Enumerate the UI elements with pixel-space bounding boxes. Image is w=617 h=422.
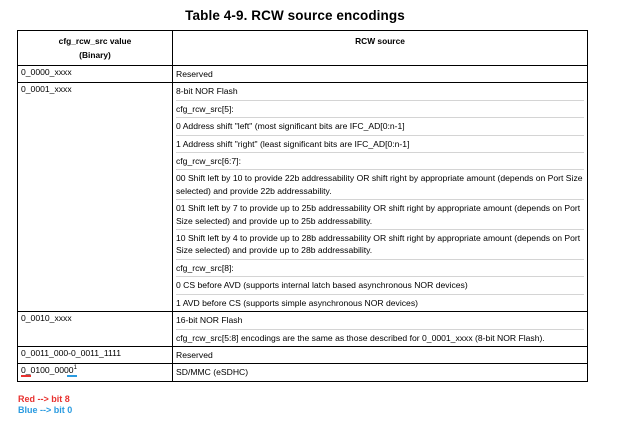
description-paragraph: 1 Address shift "right" (least significant bits are IFC_AD[0:n-1]: [176, 135, 584, 152]
description-paragraph: Reserved: [176, 69, 213, 79]
footnote-marker: 1: [73, 365, 77, 372]
row-value: 0_0000_xxxx: [18, 66, 173, 83]
description-paragraph: cfg_rcw_src[6:7]:: [176, 152, 584, 169]
rcw-source-encodings-table: [17, 30, 588, 382]
description-paragraph: 16-bit NOR Flash: [176, 315, 243, 326]
table-row: [18, 364, 588, 381]
row-description: [173, 364, 588, 381]
table-title: Table 4-9. RCW source encodings: [185, 8, 405, 23]
header-col1-line2: (Binary): [79, 50, 111, 60]
sd-mmc-value-with-bit-markers: [21, 364, 77, 376]
description-paragraph: SD/MMC (eSDHC): [176, 367, 249, 378]
description-paragraph: cfg_rcw_src[5]:: [176, 100, 584, 117]
row-description: [173, 312, 588, 347]
bit0-blue-underline: [67, 375, 77, 377]
bit8-red-underline: [21, 375, 31, 377]
row-description: [173, 66, 588, 83]
description-paragraph: 10 Shift left by 4 to provide up to 28b addressability OR shift right by appropriate amount (depends on Port Size selected) and provide up to 28b addressability.: [176, 229, 584, 259]
header-cfg-rcw-src-value: [18, 31, 173, 66]
table-row: [18, 312, 588, 347]
description-paragraph: 01 Shift left by 7 to provide up to 25b addressability OR shift right by appropriate amount (depends on Port Size selected) and provide up to 25b addressability.: [176, 199, 584, 229]
table-row: [18, 346, 588, 363]
description-paragraph: 0 CS before AVD (supports internal latch based asynchronous NOR devices): [176, 276, 584, 293]
table-row: [18, 83, 588, 312]
table-row: [18, 66, 588, 83]
row-value: [18, 364, 173, 381]
description-paragraph: 0 Address shift "left" (most significant bits are IFC_AD[0:n-1]: [176, 117, 584, 134]
table-header-row: [18, 31, 588, 66]
row-value: 0_0001_xxxx: [18, 83, 173, 312]
description-paragraph: 00 Shift left by 10 to provide 22b addressability OR shift right by appropriate amount (depends on Port Size selected) and provide 22b addressability.: [176, 169, 584, 199]
description-paragraph: 1 AVD before CS (supports simple asynchronous NOR devices): [176, 294, 584, 311]
header-rcw-source: RCW source: [173, 31, 588, 66]
description-paragraph: cfg_rcw_src[8]:: [176, 259, 584, 276]
row-value: 0_0010_xxxx: [18, 312, 173, 347]
description-paragraph: cfg_rcw_src[5:8] encodings are the same as those described for 0_0001_xxxx (8-bit NOR Flash).: [176, 329, 584, 346]
legend-blue-bit0: Blue --> bit 0: [18, 405, 73, 415]
description-paragraph: Reserved: [176, 349, 213, 360]
row-description: [173, 346, 588, 363]
row-value: 0_0011_000-0_0011_1111: [18, 346, 173, 363]
legend-red-bit8: Red --> bit 8: [18, 394, 70, 404]
description-paragraph: 8-bit NOR Flash: [176, 86, 238, 97]
header-col1-line1: cfg_rcw_src value: [58, 36, 132, 46]
row-value-text: 0_0100_0000: [21, 365, 74, 376]
row-description: [173, 83, 588, 312]
